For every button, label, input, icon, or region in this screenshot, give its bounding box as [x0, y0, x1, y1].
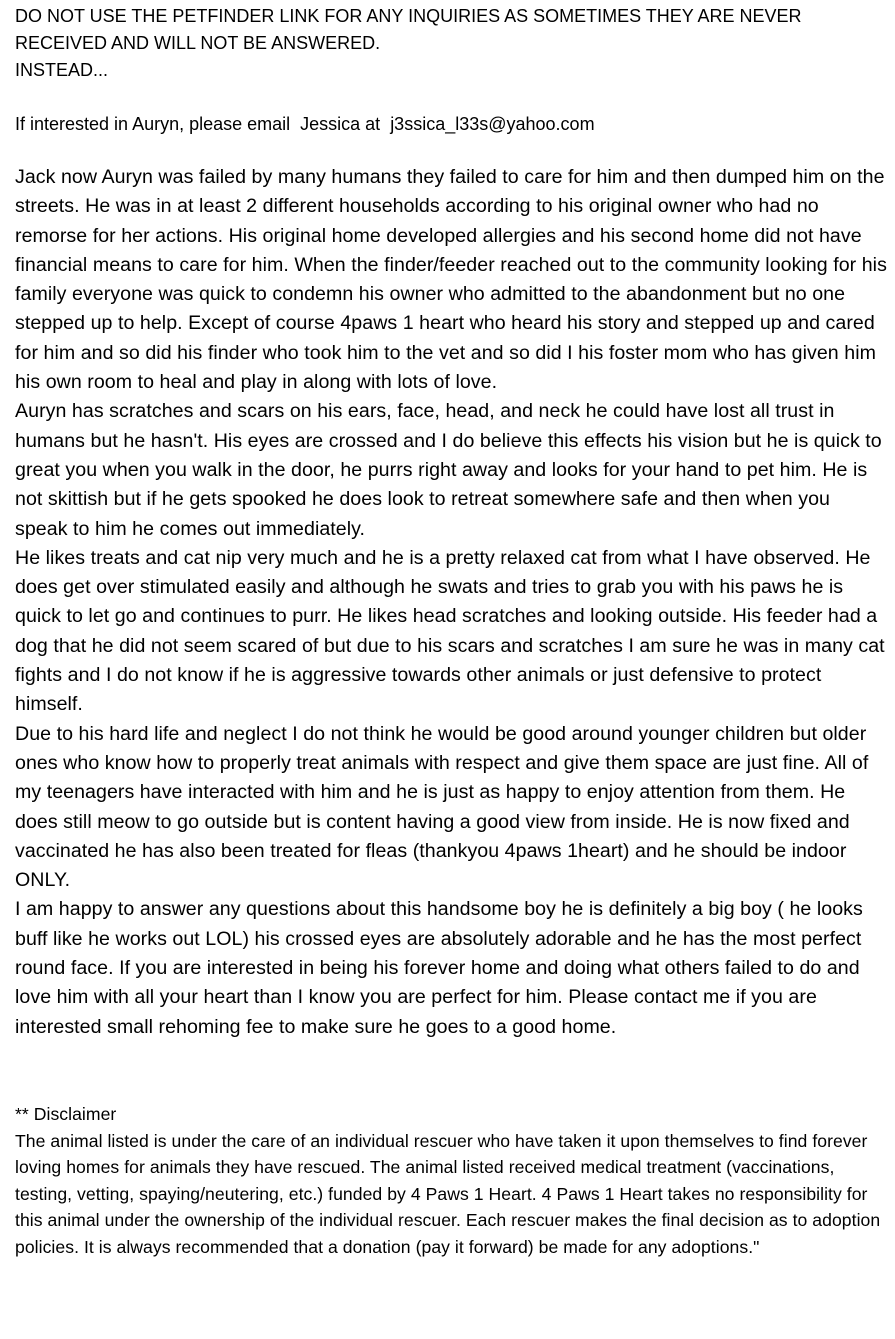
story-paragraph-household: Due to his hard life and neglect I do not think he would be good around younger children but older ones who know how to properly treat animals with respect and give them space are just fine. All of my teenagers have interacted with him and he is just as happy to enjoy attention from them. He does still meow to go outside but is content having a good view from inside. He is now fixed and vaccinated he has also been treated for fleas (thankyou 4paws 1heart) and he should be indoor ONLY. — [15, 722, 869, 892]
disclaimer-heading: ** Disclaimer — [15, 1103, 117, 1124]
disclaimer-section — [15, 1101, 887, 1261]
story-section — [15, 163, 887, 1042]
story-paragraph-closing: I am happy to answer any questions about this handsome boy he is definitely a big boy ( he looks buff like he works out LOL) his crossed eyes are absolutely adorable and he has the most perfect round face. If you are interested in being his forever home and doing what others failed to do and love him with all your heart than I know you are perfect for him. Please contact me if you are interested small rehoming fee to make sure he goes to a good home. — [15, 898, 863, 1038]
contact-line — [15, 110, 887, 138]
story-paragraph-temperament: Auryn has scratches and scars on his ears, face, head, and neck he could have lost all trust in humans but he hasn't. His eyes are crossed and I do believe this effects his vision but he is quick to great you when you walk in the door, he purrs right away and looks for your hand to pet him. He is not skittish but if he gets spooked he does look to retreat somewhere safe and then when you speak to him he comes out immediately. — [15, 400, 882, 540]
notice-warning-text: DO NOT USE THE PETFINDER LINK FOR ANY INQUIRIES AS SOMETIMES THEY ARE NEVER RECEIVED AND WILL NOT BE ANSWERED. — [15, 6, 802, 53]
notice-instead-text: INSTEAD... — [15, 60, 109, 80]
contact-prefix: If interested in Auryn, please email Jessica at — [15, 114, 391, 134]
inquiry-notice — [15, 0, 887, 84]
disclaimer-body: The animal listed is under the care of an individual rescuer who have taken it upon themselves to find forever loving homes for animals they have rescued. The animal listed received medical treatment (vaccinations, testing, vetting, spaying/neutering, etc.) funded by 4 Paws 1 Heart. 4 Paws 1 Heart takes no responsibility for this animal under the ownership of the individual rescuer. Each rescuer makes the final decision as to adoption policies. It is always recommended that a donation (pay it forward) be made for any adoptions." — [15, 1130, 881, 1257]
listing-document — [15, 0, 887, 1260]
contact-email[interactable]: j3ssica_l33s@yahoo.com — [390, 114, 595, 134]
story-paragraph-likes: He likes treats and cat nip very much and he is a pretty relaxed cat from what I have observed. He does get over stimulated easily and although he swats and tries to grab you with his paws he is quick to let go and continues to purr. He likes head scratches and looking outside. His feeder had a dog that he did not seem scared of but due to his scars and scratches I am sure he was in many cat fights and I do not know if he is aggressive towards other animals or just defensive to protect himself. — [15, 546, 885, 716]
story-paragraph-history: Jack now Auryn was failed by many humans they failed to care for him and then dumped him on the streets. He was in at least 2 different households according to his original owner who had no remorse for her actions. His original home developed allergies and his second home did not have financial means to care for him. When the finder/feeder reached out to the community looking for his family everyone was quick to condemn his owner who admitted to the abandonment but no one stepped up to help. Except of course 4paws 1 heart who heard his story and stepped up and cared for him and so did his finder who took him to the vet and so did I his foster mom who has given him his own room to heal and play in along with lots of love. — [15, 166, 887, 394]
